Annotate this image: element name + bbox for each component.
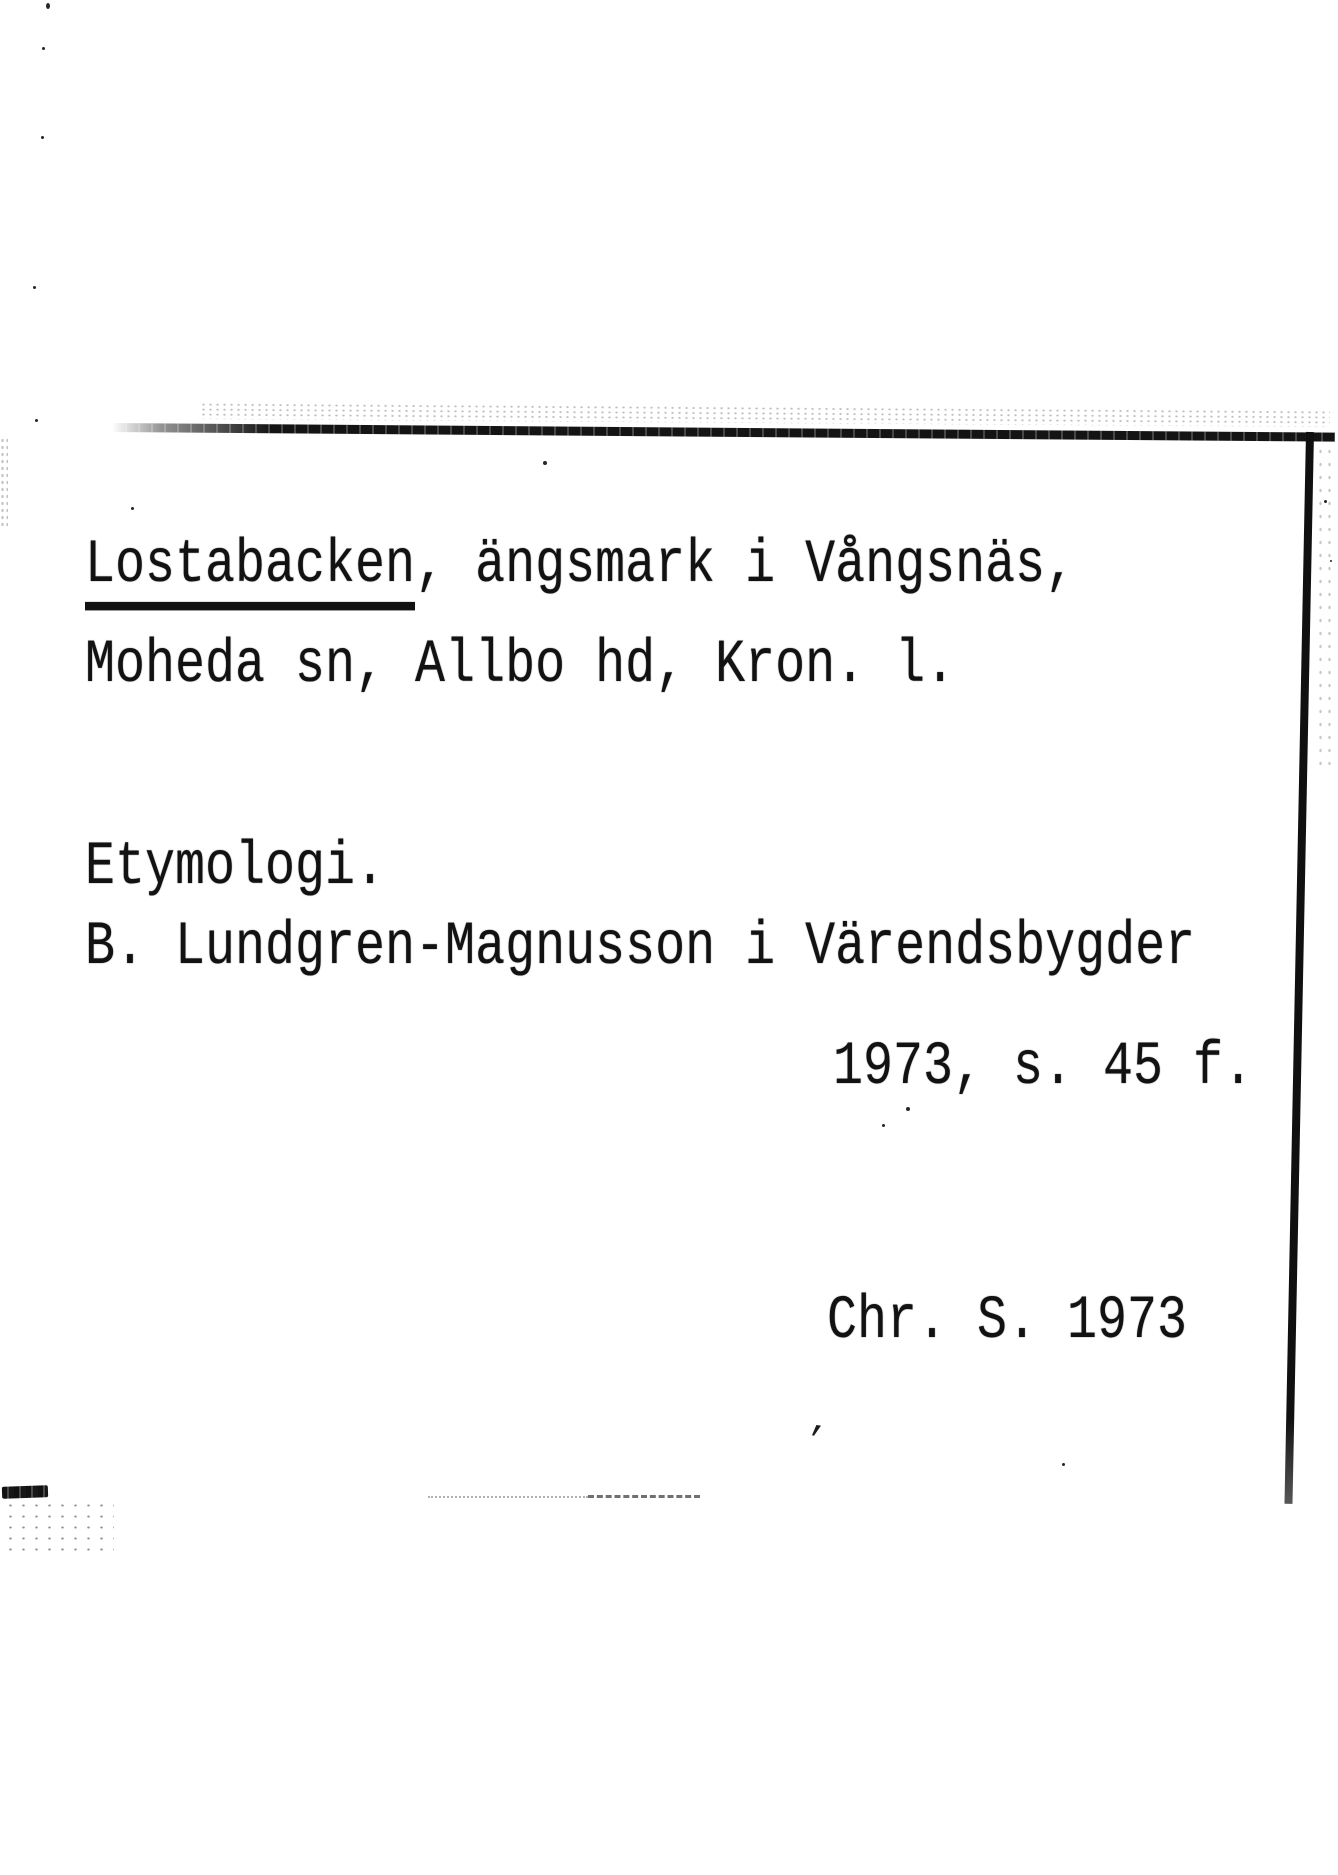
headword-line [85, 531, 1076, 601]
scan-smudge [2, 1485, 48, 1499]
scan-noise-top [200, 402, 1330, 427]
reference-detail-line: 1973, s. 45 f. [833, 1033, 1254, 1103]
scan-speck [42, 47, 45, 50]
card-right-edge [1284, 432, 1314, 1504]
scan-noise-right [1316, 445, 1332, 765]
signature-line: Chr. S. 1973 [827, 1287, 1188, 1357]
headword: Lostabacken [85, 531, 415, 610]
scan-speck [41, 136, 44, 139]
scan-speck [1062, 1463, 1065, 1466]
scan-speck [1330, 560, 1332, 562]
reference-line: B. Lundgren-Magnusson i Värendsbygder [85, 913, 1196, 983]
scan-speck [35, 419, 38, 422]
scan-smudge-dots [4, 1500, 114, 1555]
stray-pen-mark: ’ [801, 1419, 829, 1464]
scan-speck [882, 1124, 885, 1127]
scan-speck [906, 1107, 910, 1111]
section-heading: Etymologi. [85, 833, 386, 903]
card-top-edge [112, 423, 1335, 442]
headword-suffix: , ängsmark i Vångsnäs, [415, 531, 1076, 601]
faint-dotted-line [428, 1496, 588, 1498]
scan-speck [33, 286, 36, 289]
locality-line: Moheda sn, Allbo hd, Kron. l. [85, 631, 956, 701]
faint-dashed-line [588, 1495, 700, 1498]
scan-speck [131, 507, 134, 510]
scan-speck [543, 461, 547, 465]
scan-noise-left [0, 437, 8, 527]
scan-speck [46, 3, 50, 9]
scan-speck [1324, 500, 1327, 503]
